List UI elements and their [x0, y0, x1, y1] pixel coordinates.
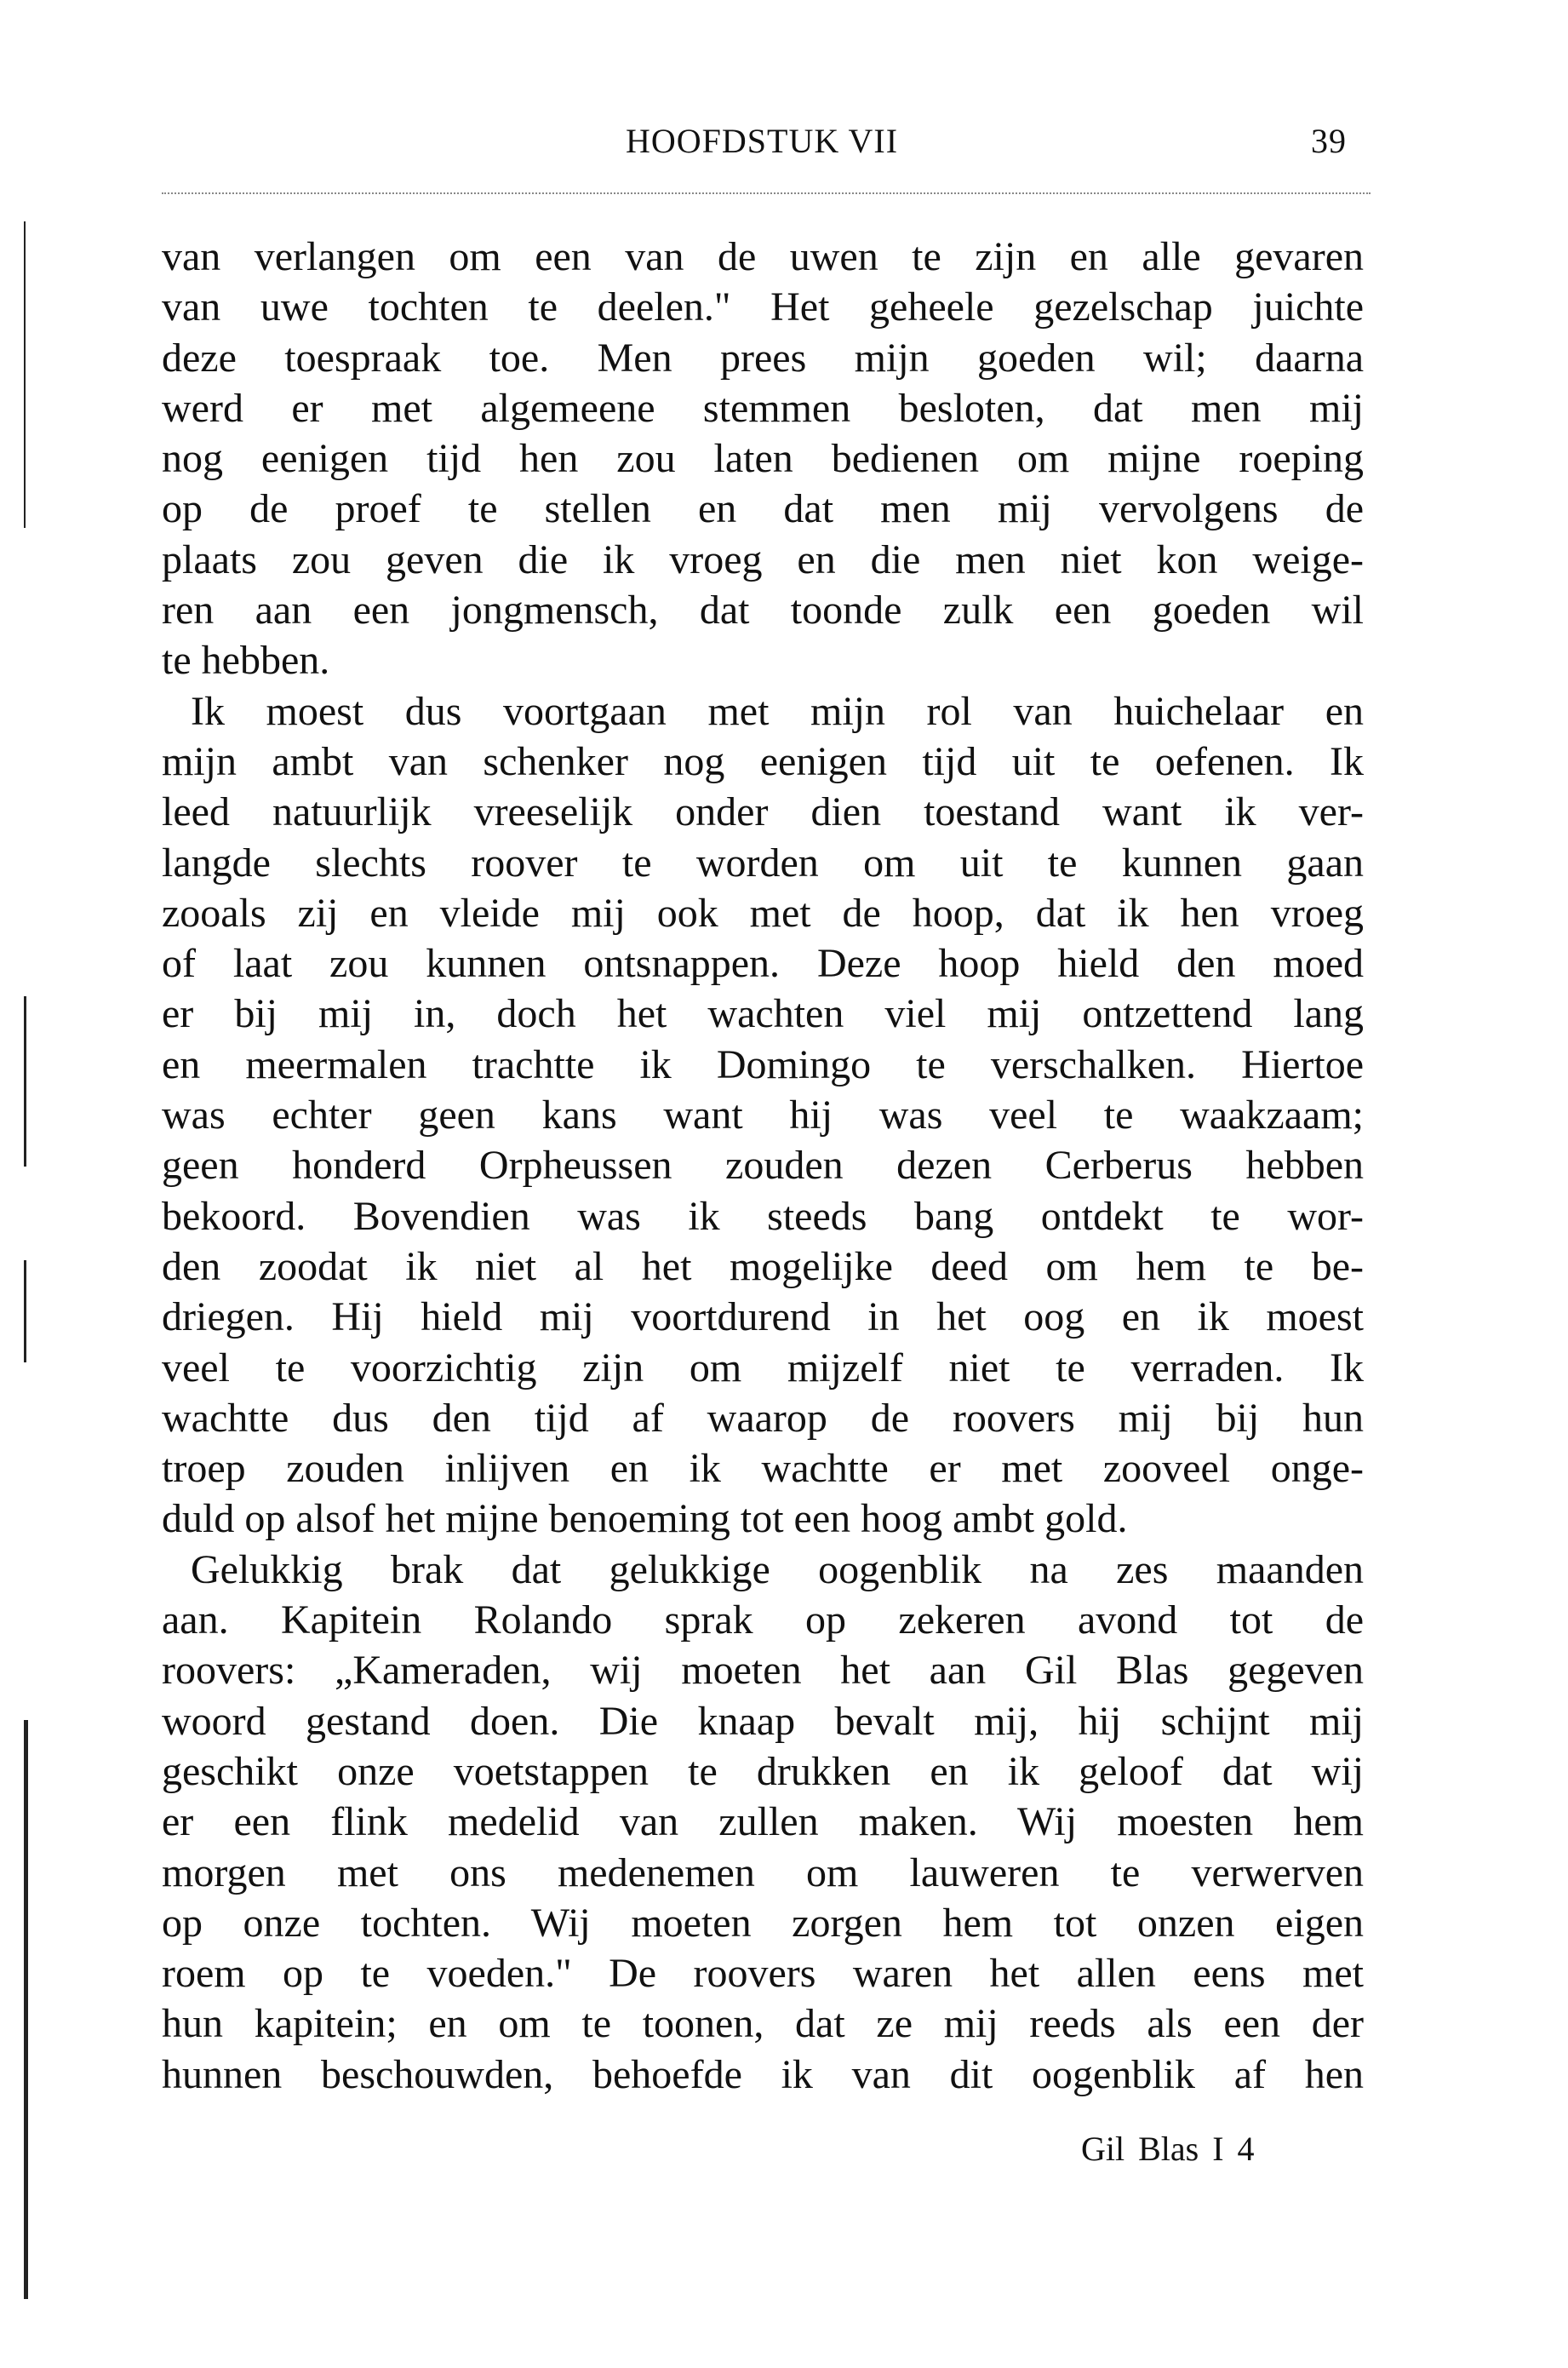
text-line: nog eenigen tijd hen zou laten bedienen om mijne roeping [162, 436, 1364, 482]
text-line: aan. Kapitein Rolando sprak op zekeren avond tot de [162, 1597, 1364, 1643]
text-line: driegen. Hij hield mij voortdurend in het oog en ik moest [162, 1294, 1364, 1340]
text-line: veel te voorzichtig zijn om mijzelf niet te verraden. Ik [162, 1345, 1364, 1390]
text-line: hun kapitein; en om te toonen, dat ze mij reeds als een der [162, 2001, 1364, 2047]
text-line: op de proef te stellen en dat men mij vervolgens de [162, 486, 1364, 532]
text-line: wachtte dus den tijd af waarop de roovers mij bij hun [162, 1395, 1364, 1441]
page-number: 39 [1311, 122, 1347, 160]
binding-edge [24, 1260, 26, 1362]
text-line: van uwe tochten te deelen." Het geheele gezelschap juichte [162, 284, 1364, 330]
text-line: op onze tochten. Wij moeten zorgen hem tot onzen eigen [162, 1900, 1364, 1946]
text-line: geschikt onze voetstappen te drukken en ik geloof dat wij [162, 1748, 1364, 1794]
footer-signature: Gil Blas I 4 [1081, 2130, 1255, 2168]
text-line: hunnen beschouwden, behoefde ik van dit oogenblik af hen [162, 2051, 1364, 2097]
text-line: deze toespraak toe. Men prees mijn goeden wil; daarna [162, 335, 1364, 381]
text-line: den zoodat ik niet al het mogelijke deed om hem te be- [162, 1243, 1364, 1289]
text-line: langde slechts roover te worden om uit te kunnen gaan [162, 840, 1364, 886]
binding-edge [24, 1720, 28, 2299]
text-line: was echter geen kans want hij was veel te waakzaam; [162, 1092, 1364, 1138]
text-line: leed natuurlijk vreeselijk onder dien toestand want ik ver- [162, 789, 1364, 835]
text-line: morgen met ons medenemen om lauweren te verwerven [162, 1849, 1364, 1895]
text-line: of laat zou kunnen ontsnappen. Deze hoop hield den moed [162, 941, 1364, 987]
text-line: woord gestand doen. Die knaap bevalt mij, hij schijnt mij [162, 1698, 1364, 1744]
text-line: werd er met algemeene stemmen besloten, dat men mij [162, 385, 1364, 431]
body-text [162, 232, 1364, 2100]
text-line: en meermalen trachtte ik Domingo te verschalken. Hiertoe [162, 1041, 1364, 1087]
text-line: zooals zij en vleide mij ook met de hoop, dat ik hen vroeg [162, 890, 1364, 936]
text-line: duld op alsof het mijne benoeming tot een hoog ambt gold. [162, 1496, 1128, 1542]
binding-edge [24, 996, 26, 1167]
text-line: van verlangen om een van de uwen te zijn en alle gevaren [162, 234, 1364, 279]
text-line: er bij mij in, doch het wachten viel mij ontzettend lang [162, 991, 1364, 1037]
text-line: roem op te voeden." De roovers waren het allen eens met [162, 1951, 1364, 1997]
text-line: Ik moest dus voortgaan met mijn rol van huichelaar en [191, 688, 1364, 734]
header-rule [162, 192, 1371, 194]
text-line: ren aan een jongmensch, dat toonde zulk een goeden wil [162, 588, 1364, 634]
text-line: roovers: „Kameraden, wij moeten het aan Gil Blas gegeven [162, 1648, 1364, 1694]
text-line: plaats zou geven die ik vroeg en die men niet kon weige- [162, 536, 1364, 582]
text-line: te hebben. [162, 638, 330, 684]
chapter-title: HOOFDSTUK VII [625, 122, 899, 160]
text-line: mijn ambt van schenker nog eenigen tijd uit te oefenen. Ik [162, 738, 1364, 784]
text-line: Gelukkig brak dat gelukkige oogenblik na zes maanden [191, 1546, 1364, 1592]
text-line: geen honderd Orpheussen zouden dezen Cerberus hebben [162, 1143, 1364, 1189]
text-line: bekoord. Bovendien was ik steeds bang ontdekt te wor- [162, 1193, 1364, 1239]
text-line: troep zouden inlijven en ik wachtte er met zooveel onge- [162, 1446, 1364, 1492]
text-line: er een flink medelid van zullen maken. Wij moesten hem [162, 1799, 1364, 1845]
binding-edge [24, 221, 26, 528]
